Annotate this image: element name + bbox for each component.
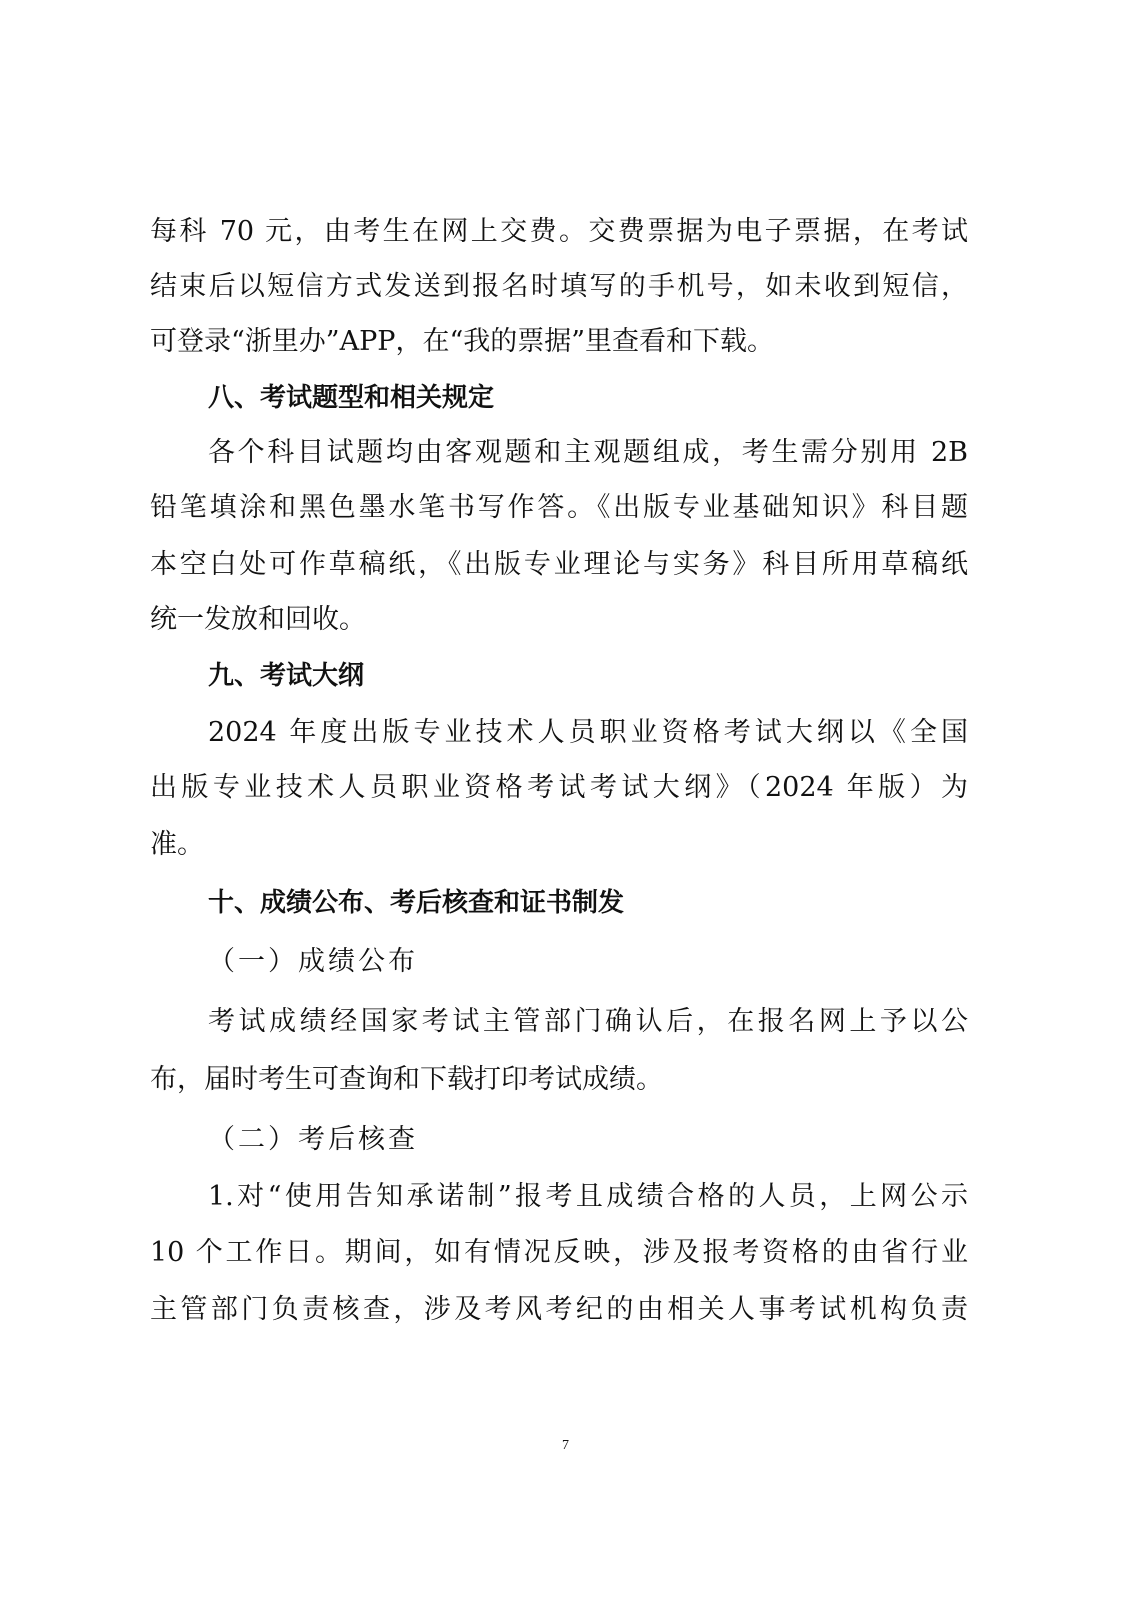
paragraph-line: 铅笔填涂和黑色墨水笔书写作答。《出版专业基础知识》科目题 [150,492,968,523]
section-heading-10: 十、成绩公布、考后核查和证书制发 [208,888,625,918]
paragraph-line: 准。 [150,829,204,860]
paragraph-line: 本空白处可作草稿纸，《出版专业理论与实务》科目所用草稿纸 [150,549,968,580]
paragraph-line: 主管部门负责核查，涉及考风考纪的由相关人事考试机构负责 [150,1294,968,1325]
paragraph-line: 出版专业技术人员职业资格考试考试大纲》（2024 年版）为 [150,772,968,803]
subsection-heading-1: （一）成绩公布 [208,946,418,977]
page-number: 7 [562,1438,569,1453]
paragraph-line: 统一发放和回收。 [150,604,366,635]
paragraph-line: 可登录“浙里办”APP，在“我的票据”里查看和下载。 [150,326,775,357]
subsection-heading-2: （二）考后核查 [208,1124,418,1155]
paragraph-line: 2024 年度出版专业技术人员职业资格考试大纲以《全国 [208,717,968,748]
paragraph-line: 每科 70 元，由考生在网上交费。交费票据为电子票据，在考试 [150,216,968,247]
paragraph-line: 考试成绩经国家考试主管部门确认后，在报名网上予以公 [208,1006,968,1037]
paragraph-line: 10 个工作日。期间，如有情况反映，涉及报考资格的由省行业 [150,1237,968,1268]
paragraph-line: 结束后以短信方式发送到报名时填写的手机号，如未收到短信， [150,271,968,302]
section-heading-8: 八、考试题型和相关规定 [208,383,495,413]
paragraph-line: 各个科目试题均由客观题和主观题组成，考生需分别用 2B [208,437,968,468]
paragraph-line: 布，届时考生可查询和下载打印考试成绩。 [150,1064,663,1095]
section-heading-9: 九、考试大纲 [208,661,365,691]
paragraph-line: 1.对“使用告知承诺制”报考且成绩合格的人员，上网公示 [208,1181,968,1212]
